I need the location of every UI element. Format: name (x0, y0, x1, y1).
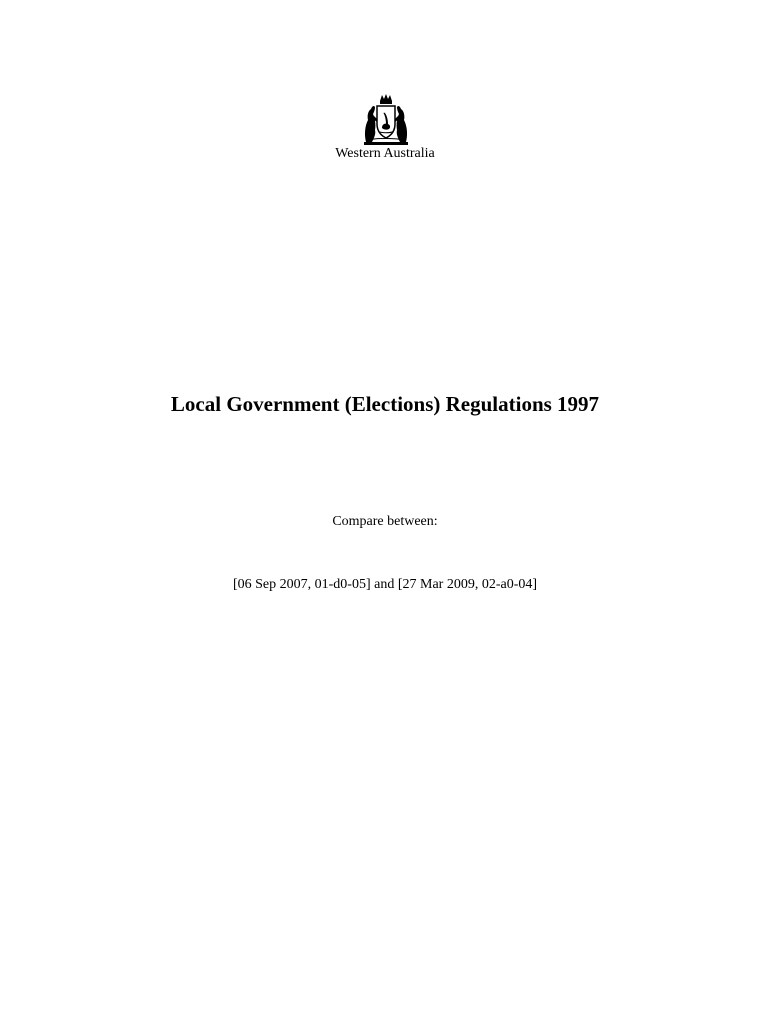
coat-of-arms-icon (358, 92, 414, 146)
compare-version-range: [06 Sep 2007, 01-d0-05] and [27 Mar 2009, 02-a0-04] (232, 577, 538, 592)
jurisdiction-label: Western Australia (335, 146, 435, 161)
document-title: Local Government (Elections) Regulations 1997 (170, 392, 600, 416)
compare-label: Compare between: (332, 514, 438, 529)
